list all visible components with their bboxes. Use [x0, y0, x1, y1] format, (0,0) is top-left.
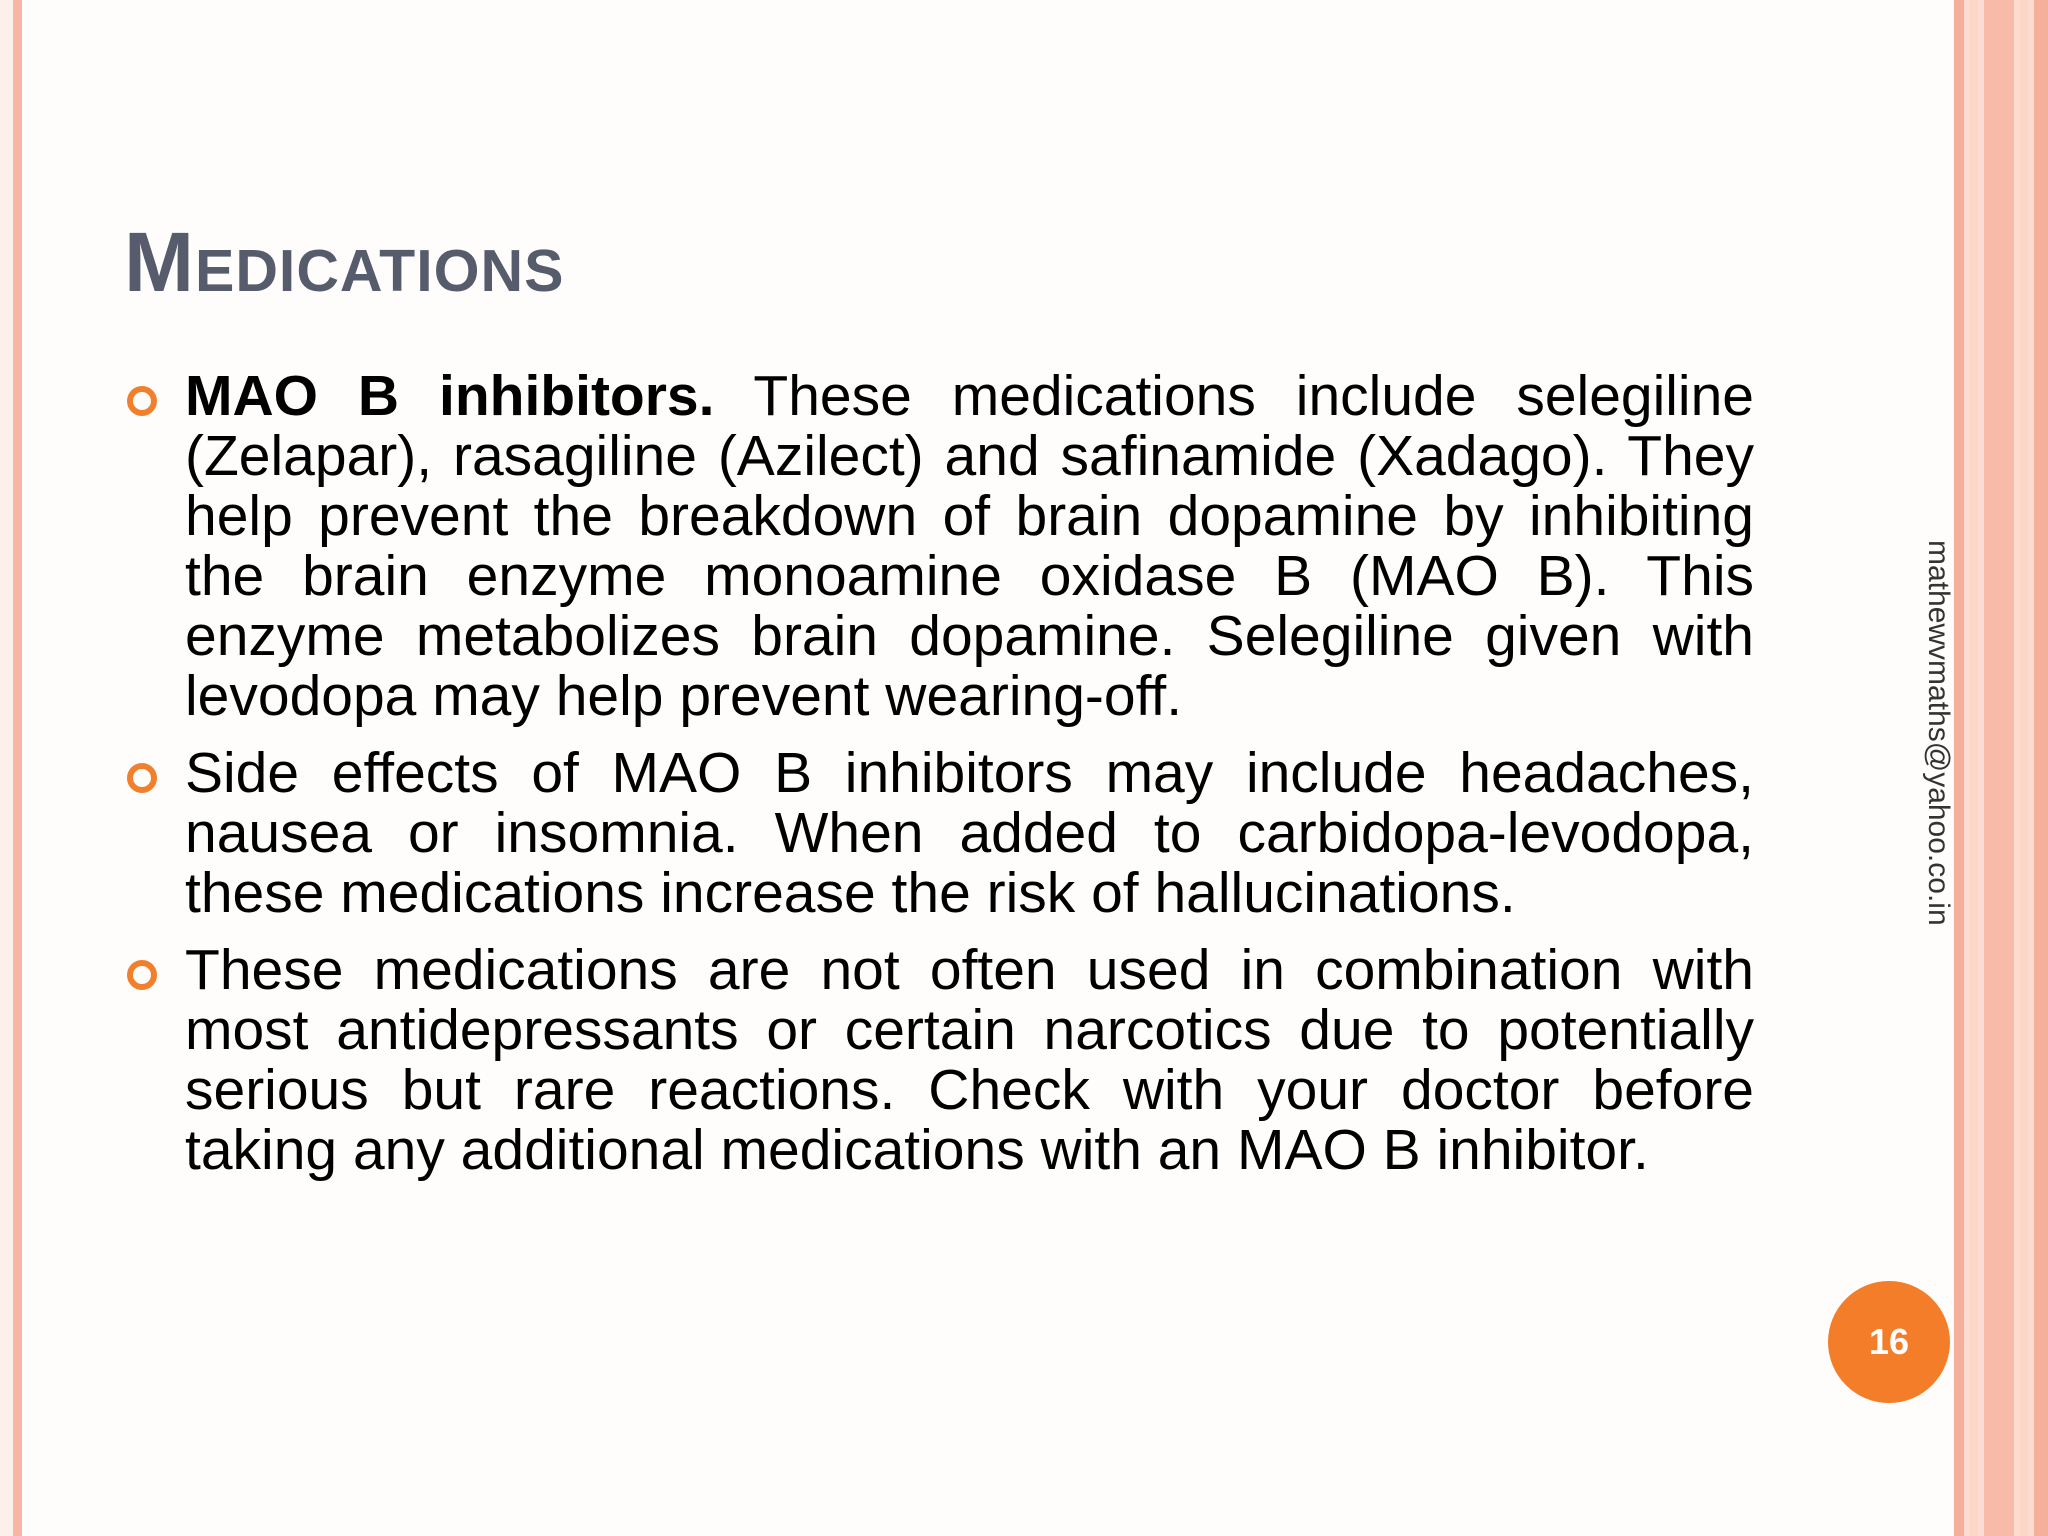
bullet-text: Side effects of MAO B inhibitors may include headaches, nausea or insomnia. When added to carbidopa-levodopa, these medications increase the risk of hallucinations.: [185, 741, 1754, 925]
right-border-stripe: [1970, 0, 1978, 1536]
left-border-edge: [0, 0, 13, 1536]
right-border-stripe: [1984, 0, 2014, 1536]
bullet-item-side-effects: [124, 743, 1754, 923]
bullet-list: [124, 366, 1754, 1197]
bullet-text: These medications are not often used in combination with most antidepressants or certain narcotics due to potentially serious but rare reactions. Check with your doctor before taking any additional medications with an MAO B inhibitor.: [185, 938, 1754, 1182]
hollow-circle-bullet-icon: [127, 386, 157, 416]
page-number-badge: [1828, 1281, 1950, 1403]
page-number: 16: [1868, 1321, 1910, 1362]
bullet-item-combination-warning: [124, 940, 1754, 1180]
bullet-text: These medications include selegiline (Zelapar), rasagiline (Azilect) and safinamide (Xadago). They help prevent the breakdown of brain dopamine by inhibiting the brain enzyme monoamine oxidase B (MAO B). This enzyme metabolizes brain dopamine. Selegiline given with levodopa may help prevent wearing-off.: [185, 364, 1754, 728]
right-border-stripe: [2034, 0, 2048, 1536]
bullet-item-mao-b-inhibitors: [124, 366, 1754, 726]
left-border-stripe: [13, 0, 22, 1536]
hollow-circle-bullet-icon: [127, 960, 157, 990]
right-border-stripe: [2020, 0, 2028, 1536]
hollow-circle-bullet-icon: [127, 763, 157, 793]
bullet-lead: MAO B inhibitors.: [185, 364, 715, 428]
author-email-vertical: mathewvmaths@yahoo.co.in: [1922, 540, 1955, 926]
slide-title: Medications: [124, 215, 565, 309]
